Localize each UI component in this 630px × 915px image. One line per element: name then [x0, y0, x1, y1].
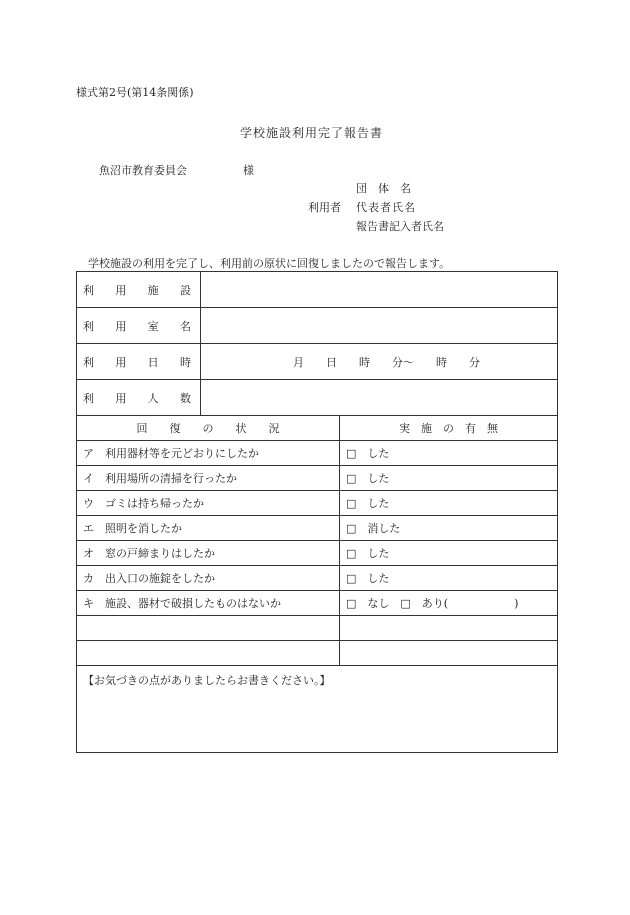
- facility-field[interactable]: [201, 272, 558, 308]
- blank-check-2[interactable]: [340, 641, 558, 666]
- check-item-ka: カ 出入口の施錠をしたか: [77, 566, 340, 591]
- table-row: [77, 441, 558, 466]
- form-number: 様式第2号(第14条関係): [76, 86, 194, 99]
- facility-label: 利用施設: [83, 283, 191, 297]
- table-row: [77, 466, 558, 491]
- check-item-a: ア 利用器材等を元どおりにしたか: [77, 441, 340, 466]
- people-row: [77, 380, 558, 416]
- blank-item-1[interactable]: [77, 616, 340, 641]
- check-box-u[interactable]: □ した: [340, 491, 558, 516]
- check-box-i[interactable]: □ した: [340, 466, 558, 491]
- header-status: 回 復 の 状 況: [77, 416, 340, 441]
- room-label: 利用室名: [83, 319, 191, 333]
- check-box-ka[interactable]: □ した: [340, 566, 558, 591]
- check-box-e[interactable]: □ 消した: [340, 516, 558, 541]
- check-item-e: エ 照明を消したか: [77, 516, 340, 541]
- datetime-row: [77, 344, 558, 380]
- table-row: [77, 591, 558, 616]
- datetime-label: 利用日時: [83, 355, 191, 369]
- check-box-a[interactable]: □ した: [340, 441, 558, 466]
- check-item-o: オ 窓の戸締まりはしたか: [77, 541, 340, 566]
- check-item-ki: キ 施設、器材で破損したものはないか: [77, 591, 340, 616]
- check-item-u: ウ ゴミは持ち帰ったか: [77, 491, 340, 516]
- room-field[interactable]: [201, 308, 558, 344]
- checklist-header-row: [77, 416, 558, 441]
- table-row: [77, 516, 558, 541]
- user-label: 利用者: [308, 201, 341, 214]
- check-item-i: イ 利用場所の清掃を行ったか: [77, 466, 340, 491]
- facility-row: [77, 272, 558, 308]
- table-row: [77, 541, 558, 566]
- page-title: 学校施設利用完了報告書: [240, 126, 384, 140]
- table-row: [77, 491, 558, 516]
- check-box-ki[interactable]: □ なし □ あり( ): [340, 591, 558, 616]
- addressee: 魚沼市教育委員会: [99, 164, 187, 177]
- header-done: 実 施 の 有 無: [340, 416, 558, 441]
- intro-text: 学校施設の利用を完了し、利用前の原状に回復しましたので報告します。: [88, 257, 451, 270]
- honorific: 様: [243, 164, 254, 177]
- people-label: 利用人数: [83, 391, 191, 405]
- blank-check-1[interactable]: [340, 616, 558, 641]
- blank-item-2[interactable]: [77, 641, 340, 666]
- notes-row: [77, 666, 558, 753]
- notes-label: 【お気づきの点がありましたらお書きください。】: [83, 674, 331, 687]
- reporter-label: 報告書記入者氏名: [356, 220, 444, 233]
- blank-row: [77, 616, 558, 641]
- room-row: [77, 308, 558, 344]
- datetime-field[interactable]: 月 日 時 分～ 時 分: [201, 344, 558, 380]
- people-field[interactable]: [201, 380, 558, 416]
- representative-label: 代表者氏名: [356, 201, 416, 214]
- check-box-o[interactable]: □ した: [340, 541, 558, 566]
- blank-row: [77, 641, 558, 666]
- table-row: [77, 566, 558, 591]
- group-name-label: 団 体 名: [356, 182, 411, 195]
- notes-field[interactable]: [77, 666, 558, 753]
- report-form-table: [76, 271, 558, 753]
